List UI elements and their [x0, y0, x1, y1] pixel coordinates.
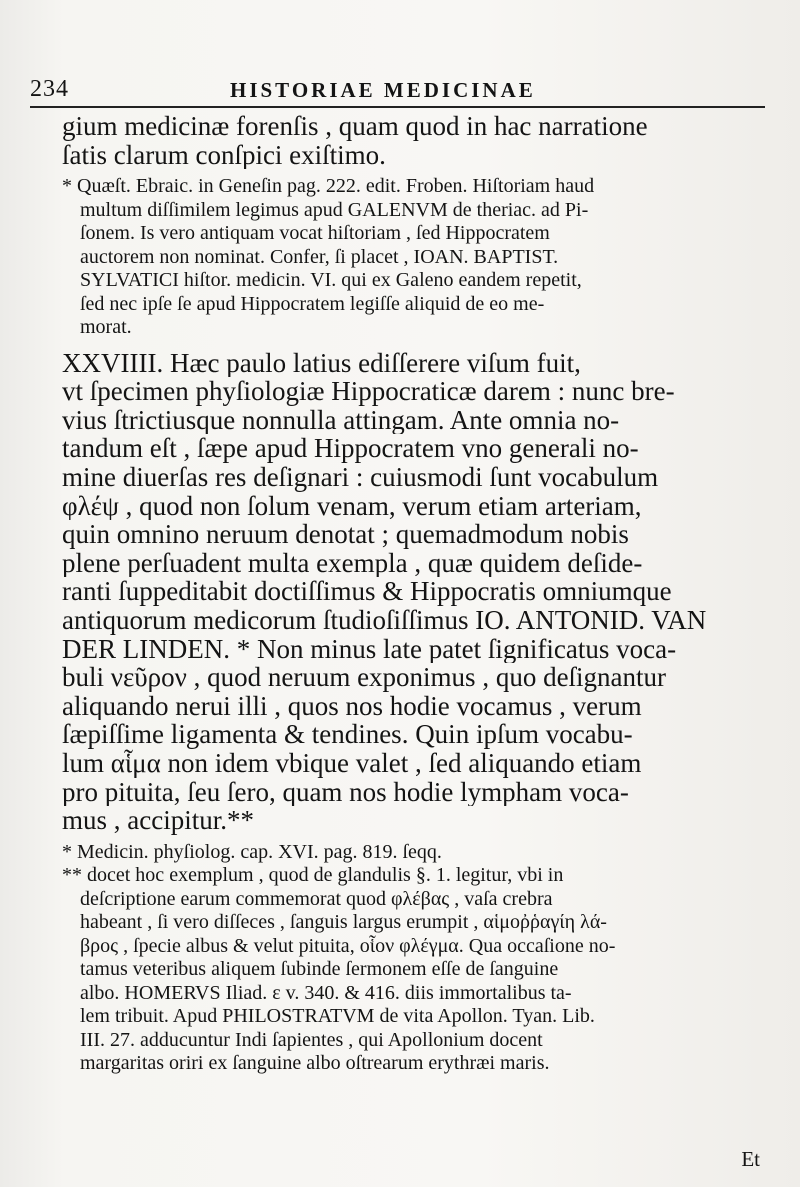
section-line: lum αἷμα non idem vbique valet , ſed aliquando etiam	[62, 749, 642, 778]
footnote-line: * Medicin. phyſiolog. cap. XVI. pag. 819. ſeqq.	[62, 840, 442, 863]
footnote-line: * Quæſt. Ebraic. in Geneſin pag. 222. edit. Froben. Hiſtoriam haud	[62, 175, 595, 198]
section-line: quin omnino neruum denotat ; quemadmodum nobis	[62, 520, 629, 549]
footnote-line: deſcriptione earum commemorat quod φλέβας , vaſa crebra	[80, 887, 553, 910]
footnote-line: SYLVATICI hiſtor. medicin. VI. qui ex Galeno eandem repetit,	[80, 269, 582, 292]
text-line: ſatis clarum conſpici exiſtimo.	[62, 140, 386, 170]
footnote-line: multum diſſimilem legimus apud GALENVM de theriac. ad Pi-	[80, 198, 589, 221]
section-line: vt ſpecimen phyſiologiæ Hippocraticæ darem : nunc bre-	[62, 377, 675, 406]
footnote-line: ſonem. Is vero antiquam vocat hiſtoriam , ſed Hippocratem	[80, 222, 550, 245]
header-rule	[30, 106, 765, 108]
section-line: ſæpiſſime ligamenta & tendines. Quin ipſum vocabu-	[62, 720, 633, 749]
footnote-line: tamus veteribus aliquem ſubinde ſermonem eſſe de ſanguine	[80, 958, 559, 981]
section-line: antiquorum medicorum ſtudioſiſſimus IO. ANTONID. VAN	[62, 606, 707, 635]
section-xxviiii	[62, 349, 762, 835]
footnote-line: III. 27. adducuntur Indi ſapientes , qui Apollonium docent	[80, 1028, 543, 1051]
section-line: aliquando nerui illi , quos nos hodie vocamus , verum	[62, 691, 642, 721]
footnote-line: βρος , ſpecie albus & velut pituita, οἷον φλέγμα. Qua occaſione no-	[80, 934, 616, 957]
footnote-line: ** docet hoc exemplum , quod de glandulis §. 1. legitur, vbi in	[62, 864, 564, 887]
section-line: mine diuerſas res deſignari : cuiusmodi ſunt vocabulum	[62, 463, 659, 492]
catchword: Et	[741, 1147, 760, 1171]
section-line: mus , accipitur.**	[62, 806, 254, 835]
footnote-block-2	[62, 841, 762, 1076]
section-line: buli νεῦρον , quod neruum exponimus , quo deſignantur	[62, 663, 667, 692]
continuation-paragraph	[62, 112, 762, 169]
footnote-line: habeant , ſi vero diſſeces , ſanguis largus erumpit , αἱμοῤῥαγίη λά-	[80, 911, 607, 934]
text-line: gium medicinæ forenſis , quam quod in hac narratione	[62, 112, 648, 141]
footnote-line: albo. HOMERVS Iliad. ε v. 340. & 416. diis immortalibus ta-	[80, 981, 572, 1004]
footnote-line: ſed nec ipſe ſe apud Hippocratem legiſſe aliquid de eo me-	[80, 292, 545, 315]
page-body	[62, 112, 762, 1076]
section-line: pro pituita, ſeu ſero, quam nos hodie lympham voca-	[62, 777, 629, 807]
footnote-line: auctorem non nominat. Confer, ſi placet , IOAN. BAPTIST.	[80, 245, 559, 268]
section-line: ranti ſuppeditabit doctiſſimus & Hippocratis omniumque	[62, 577, 672, 607]
footnote-line: morat.	[80, 316, 132, 339]
footnote-line: lem tribuit. Apud PHILOSTRATVM de vita Apollon. Tyan. Lib.	[80, 1005, 595, 1028]
footnote-block-1	[62, 175, 762, 340]
page-header	[30, 76, 765, 106]
section-line: DER LINDEN. * Non minus late patet ſignificatus voca-	[62, 634, 677, 664]
section-line: XXVIIII. Hæc paulo latius ediſſerere viſum fuit,	[62, 348, 581, 378]
footnote-line: margaritas oriri ex ſanguine albo oſtrearum erythræi maris.	[80, 1052, 550, 1075]
section-line: tandum eſt , ſæpe apud Hippocratem vno generali no-	[62, 434, 639, 464]
section-line: plene perſuadent multa exempla , quæ quidem deſide-	[62, 548, 643, 578]
running-head: HISTORIAE MEDICINAE	[230, 78, 536, 102]
section-line: vius ſtrictiusque nonnulla attingam. Ante omnia no-	[62, 405, 620, 435]
section-line: φλέψ , quod non ſolum venam, verum etiam arteriam,	[62, 491, 642, 521]
page-number: 234	[30, 76, 69, 102]
